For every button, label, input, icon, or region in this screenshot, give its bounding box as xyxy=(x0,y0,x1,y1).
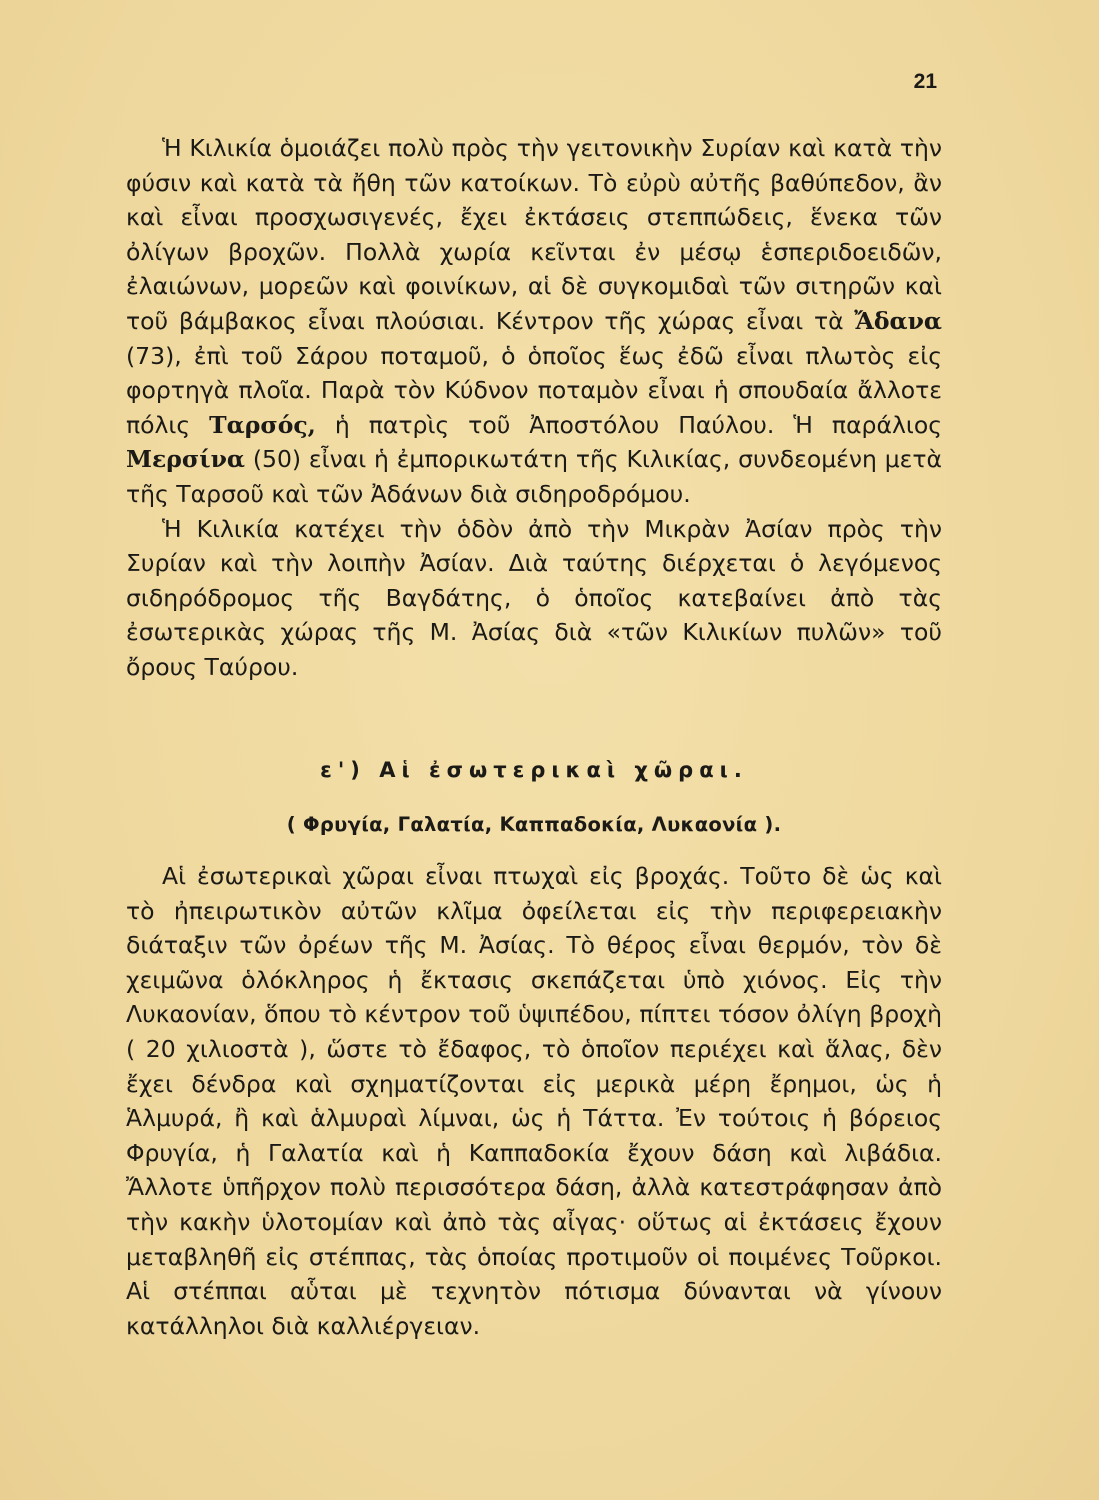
paragraph-cilicia-route: Ἡ Κιλικία κατέχει τὴν ὁδὸν ἀπὸ τὴν Μικρὰν Ἀσίαν πρὸς τὴν Συρίαν καὶ τὴν λοιπὴν Ἀσίαν. Διὰ ταύτης διέρχεται ὁ λεγόμενος σιδηρόδρομος τῆς Βαγδάτης, ὁ ὁποῖος κατεβαίνει ἀπὸ τὰς ἐσωτερικὰς χώρας τῆς Μ. Ἀσίας διὰ «τῶν Κιλικίων πυλῶν» τοῦ ὄρους Ταύρου. xyxy=(126,514,942,681)
paragraph-cilicia-nature xyxy=(126,131,942,512)
section-subheading: ( Φρυγία, Γαλατία, Καππαδοκία, Λυκαονία ). xyxy=(286,813,782,836)
place-name-tarsus: Ταρσός, xyxy=(209,410,316,439)
text-block-top xyxy=(126,131,942,685)
section-heading: ε') Αἱ ἐσωτερικαὶ χῶραι. xyxy=(320,758,748,782)
text-block-bottom xyxy=(126,859,942,1343)
paragraph-text: (50) εἶναι ἡ ἐμπορικωτάτη τῆς Κιλικίας, συνδεομένη μετὰ τῆς Ταρσοῦ καὶ τῶν Ἀδάνων διὰ σιδηροδρόμου. xyxy=(126,445,942,508)
place-name-adana: Ἄδανα xyxy=(854,306,942,335)
paragraph-interior-lands: Αἱ ἐσωτερικαὶ χῶραι εἶναι πτωχαὶ εἰς βροχάς. Τοῦτο δὲ ὡς καὶ τὸ ἠπειρωτικὸν αὐτῶν κλῖμα ὀφείλεται εἰς τὴν περιφερειακὴν διάταξιν τῶν ὀρέων τῆς Μ. Ἀσίας. Τὸ θέρος εἶναι θερμόν, τὸν δὲ χειμῶνα ὁλόκληρος ἡ ἔκτασις σκεπάζεται ὑπὸ χιόνος. Εἰς τὴν Λυκαονίαν, ὅπου τὸ κέντρον τοῦ ὑψιπέδου, πίπτει τόσον ὀλίγη βροχὴ ( 20 χιλιοστὰ ), ὥστε τὸ ἔδαφος, τὸ ὁποῖον περιέχει καὶ ἅλας, δὲν ἔχει δένδρα καὶ σχηματίζονται εἰς μερικὰ μέρη ἔρημοι, ὡς ἡ Ἁλμυρά, ἢ καὶ ἁλμυραὶ λίμναι, ὡς ἡ Τάττα. Ἐν τούτοις ἡ βόρειος Φρυγία, ἡ Γαλατία καὶ ἡ Καππαδοκία ἔχουν δάση καὶ λιβάδια. Ἄλλοτε ὑπῆρχον πολὺ περισσότερα δάση, ἀλλὰ κατεστράφησαν ἀπὸ τὴν κακὴν ὑλοτομίαν καὶ ἀπὸ τὰς αἶγας· οὕτως αἱ ἐκτάσεις ἔχουν μεταβληθῆ εἰς στέππας, τὰς ὁποίας προτιμοῦν οἱ ποιμένες Τοῦρκοι. Αἱ στέππαι αὗται μὲ τεχνητὸν πότισμα δύνανται νὰ γίνουν κατάλληλοι διὰ καλλιέργειαν. xyxy=(126,862,942,1340)
paragraph-text: ἡ πατρὶς τοῦ Ἀποστόλου Παύλου. Ἡ παράλιος xyxy=(315,410,942,439)
paragraph-text: (73), ἐπὶ τοῦ Σάρου ποταμοῦ, ὁ ὁποῖος ἕως ἐδῶ εἶναι πλωτὸς εἰς φορτηγὰ πλοῖα. Παρὰ τὸν Κύδνον ποταμὸν εἶναι ἡ σπουδαία ἄλλοτε πόλις xyxy=(126,341,942,439)
paragraph-text: Ἡ Κιλικία ὁμοιάζει πολὺ πρὸς τὴν γειτονικὴν Συρίαν καὶ κατὰ τὴν φύσιν καὶ κατὰ τὰ ἤθη τῶν κατοίκων. Τὸ εὐρὺ αὐτῆς βαθύπεδον, ἂν καὶ εἶναι προσχωσιγενές, ἔχει ἐκτάσεις στεππώδεις, ἕνεκα τῶν ὀλίγων βροχῶν. Πολλὰ χωρία κεῖνται ἐν μέσῳ ἑσπεριδοειδῶν, ἐλαιώνων, μορεῶν καὶ φοινίκων, αἱ δὲ συγκομιδαὶ τῶν σιτηρῶν καὶ τοῦ βάμβακος εἶναι πλούσιαι. Κέντρον τῆς χώρας εἶναι τὰ xyxy=(126,134,942,335)
place-name-mersina: Μερσίνα xyxy=(126,445,246,474)
page-number: 21 xyxy=(913,70,937,93)
